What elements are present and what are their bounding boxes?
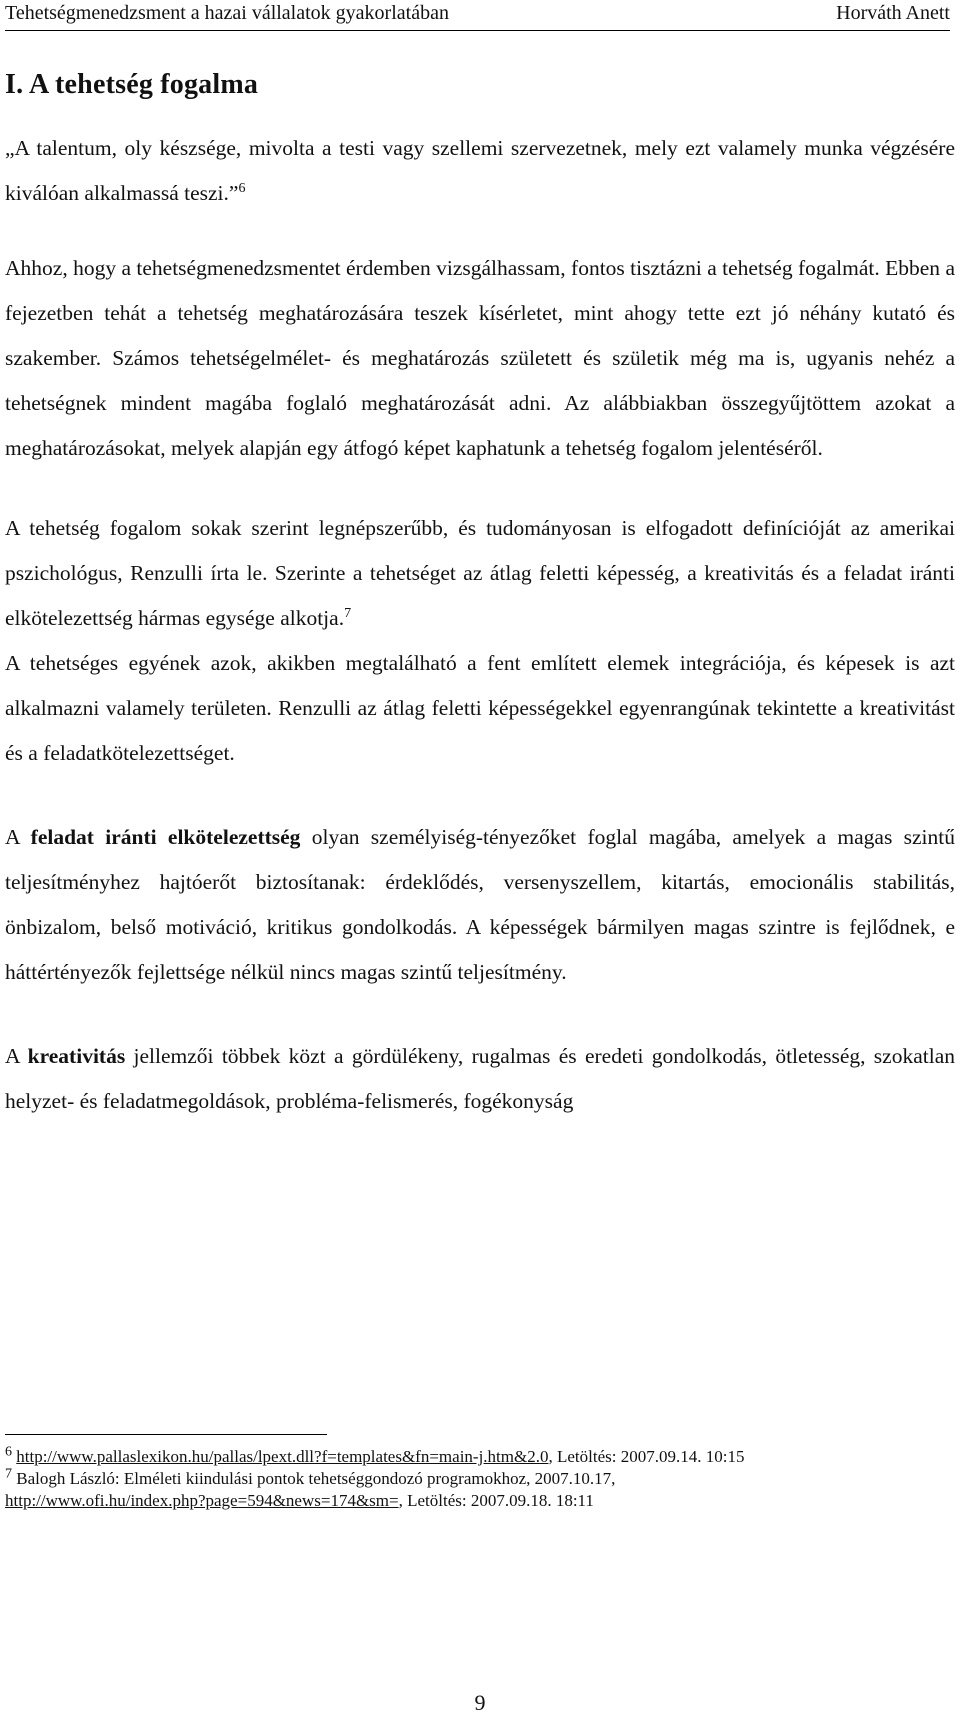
footnote-6 xyxy=(5,1446,950,1468)
section-title: I. A tehetség fogalma xyxy=(5,69,259,100)
renzulli-text: A tehetség fogalom sokak szerint legnépszerűbb, és tudományosan is elfogadott definícióját az amerikai pszichológus, Renzulli írta le. Szerinte a tehetséget az átlag feletti képesség, a kreativitás és a feladat iránti elkötelezettség hármas egysége alkotja. xyxy=(5,516,955,630)
header-title: Tehetségmenedzsment a hazai vállalatok gyakorlatában xyxy=(5,2,449,24)
quote-text: „A talentum, oly készsége, mivolta a testi vagy szellemi szervezetnek, mely ezt valamely munka végzésére kiválóan alkalmassá teszi.” xyxy=(5,136,955,205)
footnote-separator xyxy=(5,1434,327,1435)
creativity-text: jellemzői többek közt a gördülékeny, rugalmas és eredeti gondolkodás, ötletesség, szokatlan helyzet- és feladatmegoldások, probléma-felismerés, fogékonyság xyxy=(5,1044,955,1113)
footnote-text: , Letöltés: 2007.09.18. 18:11 xyxy=(398,1491,594,1510)
creativity-term: kreativitás xyxy=(27,1044,126,1068)
running-header xyxy=(5,0,950,31)
renzulli-paragraph xyxy=(5,506,955,776)
creativity-prefix: A xyxy=(5,1044,28,1068)
commitment-prefix: A xyxy=(5,825,31,849)
footnote-7 xyxy=(5,1468,950,1512)
footnotes xyxy=(5,1446,950,1512)
intro-paragraph: Ahhoz, hogy a tehetségmenedzsmentet érdemben vizsgálhassam, fontos tisztázni a tehetség fogalmát. Ebben a fejezetben tehát a tehetség meghatározására teszek kísérletet, mint ahogy tette ezt jó néhány kutató és szakember. Számos tehetségelmélet- és meghatározás született és születik még ma is, ugyanis nehéz a tehetségnek mindent magába foglaló meghatározását adni. Az alábbiakban összegyűjtöttem azokat a meghatározásokat, melyek alapján egy átfogó képet kaphatunk a tehetség fogalom jelentéséről. xyxy=(5,256,955,460)
quote-paragraph xyxy=(5,126,955,216)
footnote-number: 6 xyxy=(5,1444,12,1460)
gifted-text: A tehetséges egyének azok, akikben megtalálható a fent említett elemek integrációja, és képesek is azt alkalmazni valamely területen. Renzulli az átlag feletti képességekkel egyenrangúnak tekintette a kreativitást és a feladatkötelezettséget. xyxy=(5,651,955,765)
footnote-number: 7 xyxy=(5,1466,12,1482)
footnote-link[interactable]: http://www.ofi.hu/index.php?page=594&news=174&sm= xyxy=(5,1491,399,1510)
creativity-paragraph xyxy=(5,1034,955,1124)
commitment-paragraph xyxy=(5,815,955,995)
footnote-link[interactable]: http://www.pallaslexikon.hu/pallas/lpext.dll?f=templates&fn=main-j.htm&2.0 xyxy=(16,1447,549,1466)
commitment-term: feladat iránti elkötelezettség xyxy=(30,825,301,849)
footnote-ref-7[interactable]: 7 xyxy=(344,605,352,621)
footnote-text: Balogh László: Elméleti kiindulási pontok tehetséggondozó programokhoz, 2007.10.17, xyxy=(12,1469,616,1488)
footnote-ref-6[interactable]: 6 xyxy=(238,180,246,196)
page-number: 9 xyxy=(474,1690,486,1715)
header-author: Horváth Anett xyxy=(836,2,950,24)
footnote-text: , Letöltés: 2007.09.14. 10:15 xyxy=(548,1447,745,1466)
page-body xyxy=(5,68,955,1124)
commitment-text: olyan személyiség-tényezőket foglal magába, amelyek a magas szintű teljesítményhez hajtóerőt biztosítanak: érdeklődés, versenyszellem, kitartás, emocionális stabilitás, önbizalom, belső motiváció, kritikus gondolkodás. A képességek bármilyen magas szintre is fejlődnek, e háttértényezők fejlettsége nélkül nincs magas szintű teljesítmény. xyxy=(5,825,955,984)
